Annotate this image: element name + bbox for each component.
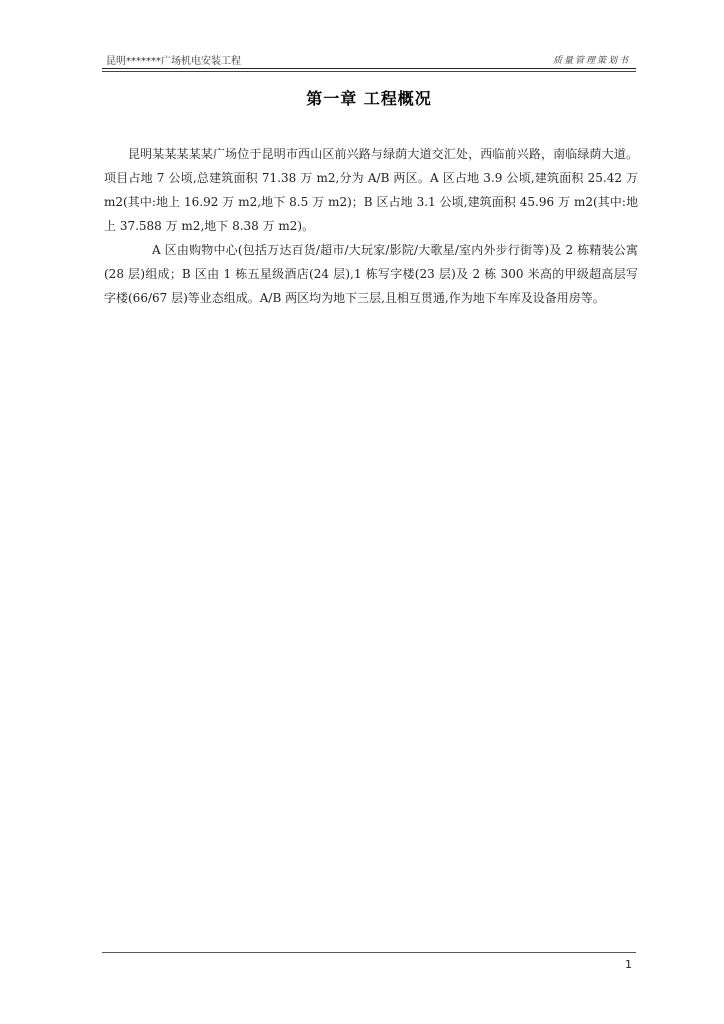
chapter-title: 第一章 工程概况 [306, 89, 432, 108]
page-number: 1 [625, 958, 632, 971]
paragraph-overview: 昆明某某某某某广场位于昆明市西山区前兴路与绿荫大道交汇处，西临前兴路，南临绿荫大道。项目占地 7 公顷,总建筑面积 71.38 万 m2,分为 A/B 两区。A 区占地 3.9 公顷,建筑面积 25.42 万 m2(其中:地上 16.92 万 m2,地下 8.5 万 m2)；B 区占地 3.1 公顷,建筑面积 45.96 万 m2(其中:地上 37.588 万 m2,地下 8.38 万 m2)。 [104, 147, 638, 233]
body-text [104, 142, 638, 310]
page-header [102, 50, 636, 68]
footer-divider [102, 952, 636, 953]
header-document-name: 质量管理策划书 [552, 56, 630, 66]
header-divider [102, 68, 636, 69]
paragraph-zones: A 区由购物中心(包括万达百货/超市/大玩家/影院/大歌星/室内外步行街等)及 2 栋精装公寓(28 层)组成；B 区由 1 栋五星级酒店(24 层),1 栋写字楼(23 层)及 2 栋 300 米高的甲级超高层写字楼(66/67 层)等业态组成。A/B 两区均为地下三层,且相互贯通,作为地下车库及设备用房等。 [104, 243, 638, 305]
header-divider-thin [102, 71, 636, 72]
header-project-name: 昆明*******广场机电安装工程 [106, 56, 241, 67]
